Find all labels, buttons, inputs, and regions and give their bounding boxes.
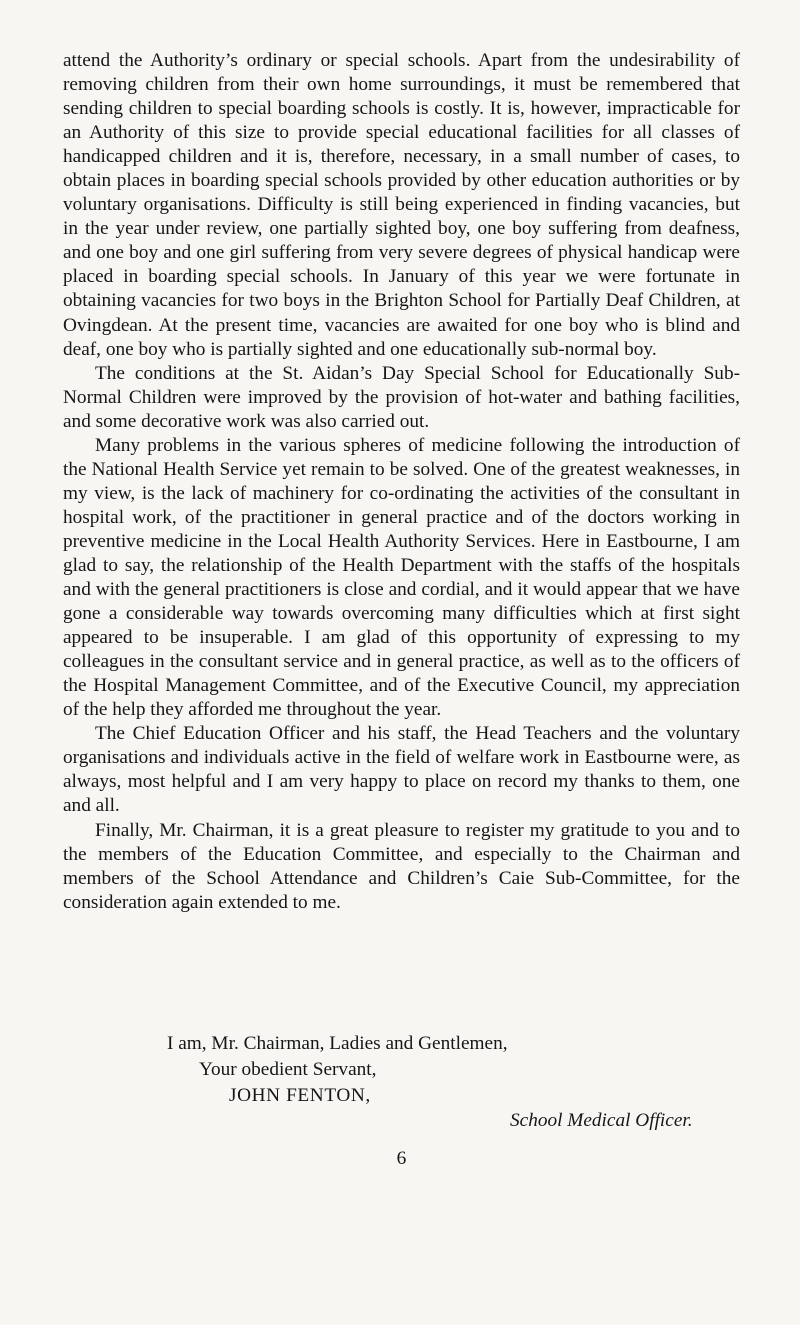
- paragraph-continued: attend the Authority’s ordinary or special schools. Apart from the undesirability of removing children from their own home surroundings, it must be remembered that sending children to special boarding schools is costly. It is, however, impracticable for an Authority of this size to provide special educational facilities for all classes of handicapped children and it is, therefore, necessary, in a small number of cases, to obtain places in boarding special schools provided by other education authorities or by voluntary organisations. Difficulty is still being experienced in finding vacancies, but in the year under review, one partially sighted boy, one boy suffering from deafness, and one boy and one girl suffering from very severe degrees of physical handicap were placed in boarding special schools. In January of this year we were fortunate in obtaining vacancies for two boys in the Brighton School for Partially Deaf Children, at Ovingdean. At the present time, vacancies are awaited for one boy who is blind and deaf, one boy who is partially sighted and one educationally sub-normal boy.: [63, 50, 740, 360]
- paragraph-finally: Finally, Mr. Chairman, it is a great pleasure to register my gratitude to you and to the members of the Education Committee, and especially to the Chairman and members of the School Attendance and Children’s Caie Sub-Committee, for the consideration again extended to me.: [63, 819, 740, 913]
- page-number: 6: [396, 1148, 407, 1169]
- closing-valediction: Your obedient Servant,: [199, 1059, 377, 1080]
- signatory-title: School Medical Officer.: [510, 1110, 693, 1131]
- paragraph-national-health-service: Many problems in the various spheres of medicine following the introduction of the National Health Service yet remain to be solved. One of the greatest weaknesses, in my view, is the lack of machinery for co-ordinating the activities of the consultant in hospital work, of the practitioner in general practice and of the doctors working in preventive medicine in the Local Health Authority Services. Here in Eastbourne, I am glad to say, the relationship of the Health Department with the staffs of the hospitals and with the general practitioners is close and cordial, and it would appear that we have gone a considerable way towards overcoming many difficulties which at first sight appeared to be insuperable. I am glad of this opportunity of expressing to my colleagues in the consultant service and in general practice, as well as to the officers of the Hospital Management Committee, and of the Executive Council, my appreciation of the help they afforded me throughout the year.: [63, 434, 740, 721]
- signatory-name: JOHN FENTON,: [229, 1085, 371, 1106]
- paragraph-thanks-education-staff: The Chief Education Officer and his staff, the Head Teachers and the voluntary organisations and individuals active in the field of welfare work in Eastbourne were, as always, most helpful and I am very happy to place on record my thanks to them, one and all.: [63, 723, 740, 817]
- closing-block: [63, 49, 740, 1179]
- page-body: [63, 49, 740, 1169]
- closing-salutation: I am, Mr. Chairman, Ladies and Gentlemen,: [167, 1033, 508, 1054]
- paragraph-st-aidans: The conditions at the St. Aidan’s Day Special School for Educationally Sub-Normal Children were improved by the provision of hot-water and bathing facilities, and some decorative work was also carried out.: [63, 362, 740, 432]
